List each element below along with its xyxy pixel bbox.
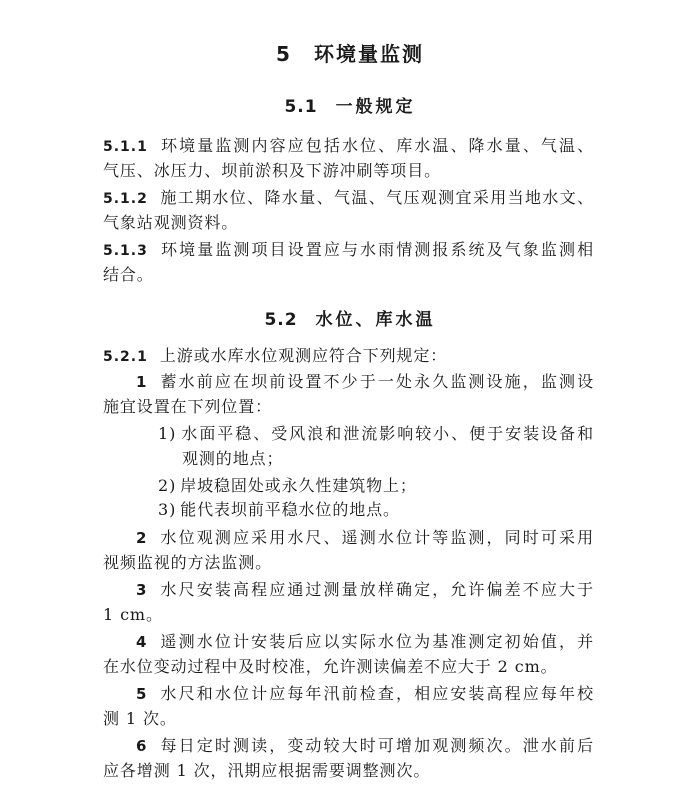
item-text: 1 cm。 [103,605,163,624]
item-6 [136,736,594,756]
clause-text: 施工期水位、降水量、气温、气压观测宜采用当地水文、 [159,188,594,207]
chapter-number: 5 [276,42,292,66]
item-1 [136,372,594,392]
sub-item-text: 岸坡稳固处或永久性建筑物上； [180,476,417,495]
sub-item-number: 3) [158,500,177,519]
item-number: 4 [136,633,148,651]
clause-text: 气压、冰压力、坝前淤积及下游冲刷等项目。 [103,161,442,180]
section-title-text: 水位、库水温 [315,310,436,330]
clause-5-1-3 [103,240,594,261]
item-text: 应各增测 1 次，汛期应根据需要调整测次。 [103,761,431,780]
clause-number: 5.1.1 [103,139,148,155]
sub-item-number: 1) [158,424,177,443]
item-text: 视频监视的方法监测。 [103,553,273,572]
section-number: 5.1 [284,97,318,117]
section-title [0,305,700,330]
item-continuation [103,657,594,677]
sub-item-text: 水面平稳、受风浪和泄流影响较小、便于安装设备和 [180,424,594,443]
sub-item-2 [158,476,594,496]
clause-continuation [103,213,594,233]
sub-item-continuation [182,449,594,469]
section-number: 5.2 [264,310,298,330]
clause-continuation [103,161,594,181]
item-continuation [103,761,594,781]
section-title-text: 一般规定 [335,97,416,117]
item-3 [136,580,594,600]
item-text: 遥测水位计安装后应以实际水位为基准测定初始值，并 [159,632,594,651]
item-text: 水尺安装高程应通过测量放样确定，允许偏差不应大于 [159,580,594,599]
clause-text: 结合。 [103,265,154,284]
clause-text: 气象站观测资料。 [103,213,239,232]
item-number: 2 [136,529,148,547]
item-5 [136,684,594,704]
section-title [0,92,700,117]
clause-text: 环境量监测项目设置应与水雨情测报系统及气象监测相 [159,240,594,259]
sub-item-text: 能代表坝前平稳水位的地点。 [180,500,400,519]
clause-number: 5.1.3 [103,243,148,259]
item-continuation [103,397,594,417]
item-text: 测 1 次。 [103,709,177,728]
sub-item-text: 观测的地点； [182,449,284,468]
item-continuation [103,709,594,729]
item-continuation [103,553,594,573]
item-4 [136,632,594,652]
item-text: 蓄水前应在坝前设置不少于一处永久监测设施，监测设 [159,372,594,391]
item-text: 水位观测应采用水尺、遥测水位计等监测，同时可采用 [159,528,594,547]
clause-continuation [103,265,594,285]
item-text: 每日定时测读，变动较大时可增加观测频次。泄水前后 [159,736,594,755]
chapter-title [0,38,700,67]
item-text: 水尺和水位计应每年汛前检查，相应安装高程应每年校 [159,684,594,703]
sub-item-1 [158,424,594,444]
clause-5-1-2 [103,188,594,209]
sub-item-3 [158,500,594,520]
sub-item-number: 2) [158,476,177,495]
clause-number: 5.2.1 [103,349,148,365]
chapter-title-text: 环境量监测 [313,42,424,66]
clause-5-1-1 [103,136,594,157]
clause-number: 5.1.2 [103,191,148,207]
clause-text: 上游或水库水位观测应符合下列规定： [159,346,448,365]
item-2 [136,528,594,548]
item-text: 施宜设置在下列位置： [103,397,273,416]
item-number: 5 [136,685,148,703]
item-number: 3 [136,581,148,599]
item-continuation [103,605,594,625]
item-number: 1 [136,373,148,391]
item-number: 6 [136,737,148,755]
clause-5-2-1 [103,346,594,367]
item-text: 在水位变动过程中及时校准，允许测读偏差不应大于 2 cm。 [103,657,558,676]
clause-text: 环境量监测内容应包括水位、库水温、降水量、气温、 [159,136,594,155]
